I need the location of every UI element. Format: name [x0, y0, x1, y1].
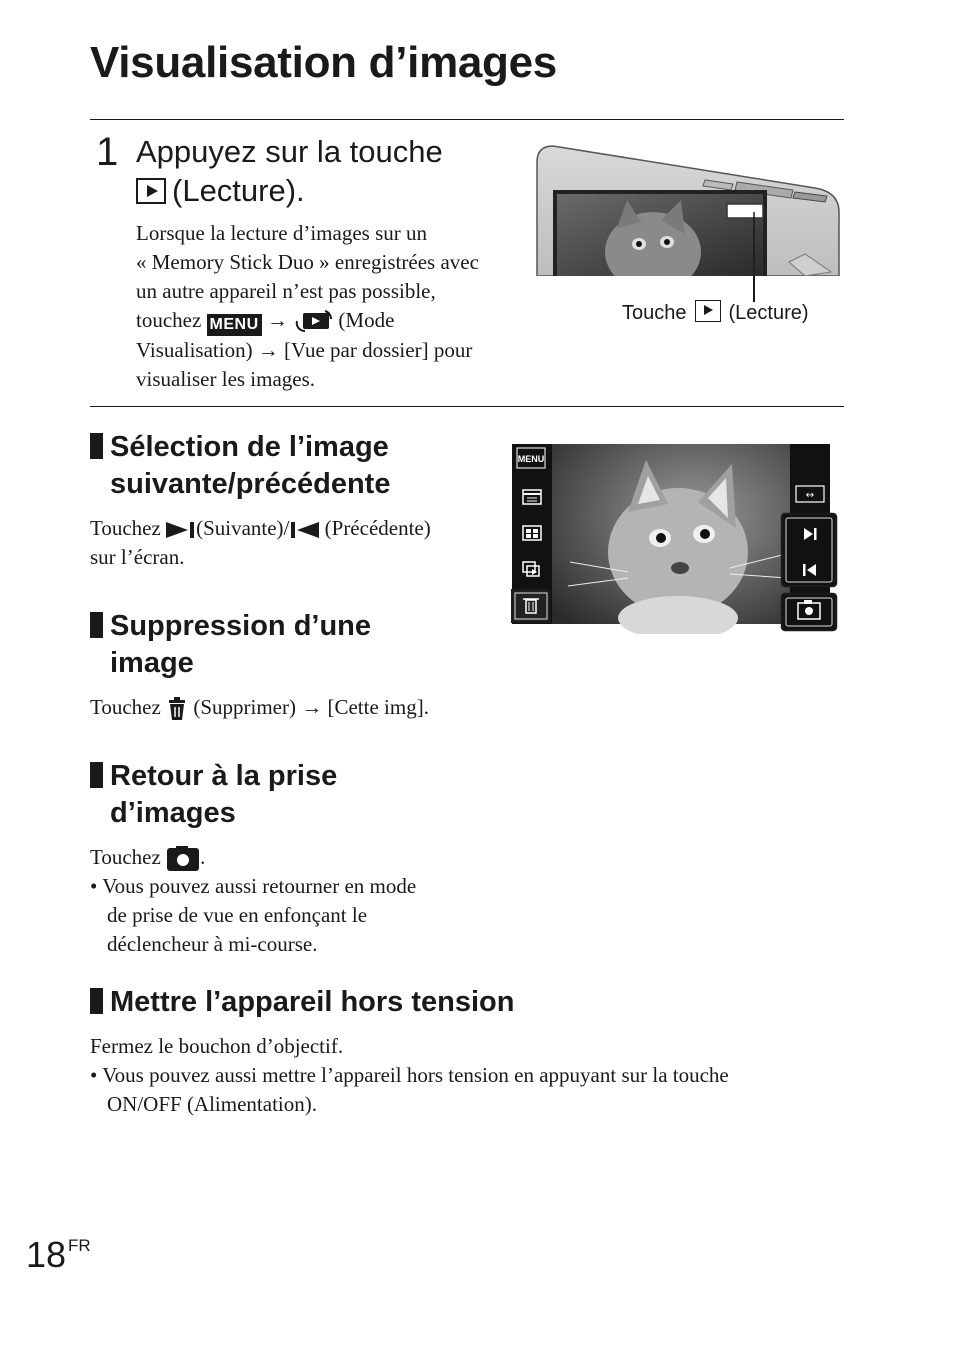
bullet-line: • Vous pouvez aussi mettre l’appareil hors tension en appuyant sur la touche	[90, 1063, 729, 1087]
arrow: →	[266, 308, 288, 332]
heading-return	[110, 758, 337, 832]
step-number: 1	[96, 130, 119, 174]
delete-text	[90, 693, 429, 722]
next-icon	[166, 520, 196, 540]
heading-marker	[90, 762, 103, 788]
bullet-line: déclencheur à mi-course.	[107, 932, 318, 957]
heading-text: Suppression d’une	[110, 610, 372, 642]
heading-text: Mettre l’appareil hors tension	[110, 986, 515, 1018]
heading-text: Retour à la prise	[110, 760, 338, 792]
step-title-lecture: (Lecture).	[172, 173, 305, 208]
power-text	[90, 1032, 850, 1119]
page-number-value: 18	[26, 1234, 67, 1275]
page-number	[26, 1234, 91, 1276]
step1-line: un autre appareil n’est pas possible,	[136, 279, 436, 303]
touchez: Touchez	[90, 695, 161, 719]
heading-line: d’images	[110, 797, 236, 829]
heading-delete	[110, 608, 371, 682]
heading-line	[110, 758, 337, 795]
next-prev-line	[90, 514, 490, 543]
next-prev-line: sur l’écran.	[90, 545, 185, 569]
page-title: Visualisation d’images	[90, 38, 557, 87]
step1-line: Lorsque la lecture d’images sur un	[136, 221, 427, 245]
callout-line	[753, 276, 755, 302]
return-text	[90, 843, 490, 959]
power-line: Fermez le bouchon d’objectif.	[90, 1034, 344, 1058]
camera-illustration	[535, 142, 841, 276]
heading-next-prev	[110, 429, 390, 503]
heading-marker	[90, 612, 103, 638]
step1-line: Visualisation) → [Vue par dossier] pour	[136, 338, 473, 362]
camera-icon	[166, 846, 200, 872]
step-title	[136, 132, 443, 210]
step-rule	[90, 406, 844, 407]
bullet-line: • Vous pouvez aussi retourner en mode	[90, 874, 417, 899]
bullet-line: ON/OFF (Alimentation).	[107, 1092, 317, 1116]
heading-line: suivante/précédente	[110, 468, 391, 500]
suivante: (Suivante)/	[196, 516, 290, 540]
touchez: Touchez	[90, 516, 161, 540]
title-rule	[90, 119, 844, 120]
step1-touchez: touchez	[136, 308, 202, 332]
heading-line	[110, 429, 390, 466]
heading-marker	[90, 988, 103, 1014]
trash-icon	[166, 697, 188, 721]
return-line	[90, 843, 490, 872]
step1-line: « Memory Stick Duo » enregistrées avec	[136, 250, 479, 274]
playback-mode-icon	[293, 309, 333, 335]
heading-power	[110, 984, 514, 1021]
heading-line	[110, 608, 371, 645]
next-prev-text	[90, 514, 490, 572]
step-title-line1: Appuyez sur la touche	[136, 134, 443, 169]
play-icon	[695, 300, 721, 322]
heading-text: Sélection de l’image	[110, 431, 389, 463]
play-icon	[136, 178, 166, 204]
period: .	[200, 845, 206, 869]
heading-line: image	[110, 647, 194, 679]
svg-text:↔: ↔	[805, 490, 815, 501]
step1-line: visualiser les images.	[136, 367, 316, 391]
step-title-line2	[136, 171, 443, 210]
heading-marker	[90, 433, 103, 459]
precedente: (Précédente)	[324, 516, 431, 540]
supprimer: (Supprimer) → [Cette img].	[193, 695, 429, 719]
bullet-line: de prise de vue en enfonçant le	[107, 903, 368, 928]
page-lang: FR	[68, 1236, 91, 1255]
screen-menu-label: MENU	[517, 454, 545, 464]
playback-screen-illustration	[508, 442, 840, 634]
caption-lecture: (Lecture)	[728, 302, 809, 324]
step1-line	[136, 306, 536, 336]
menu-icon: MENU	[207, 314, 262, 336]
step1-mode: (Mode	[338, 308, 395, 332]
caption-touche: Touche	[622, 302, 687, 324]
prev-icon	[289, 520, 319, 540]
camera-caption	[622, 300, 809, 325]
step1-body	[136, 219, 536, 394]
touchez: Touchez	[90, 845, 161, 869]
